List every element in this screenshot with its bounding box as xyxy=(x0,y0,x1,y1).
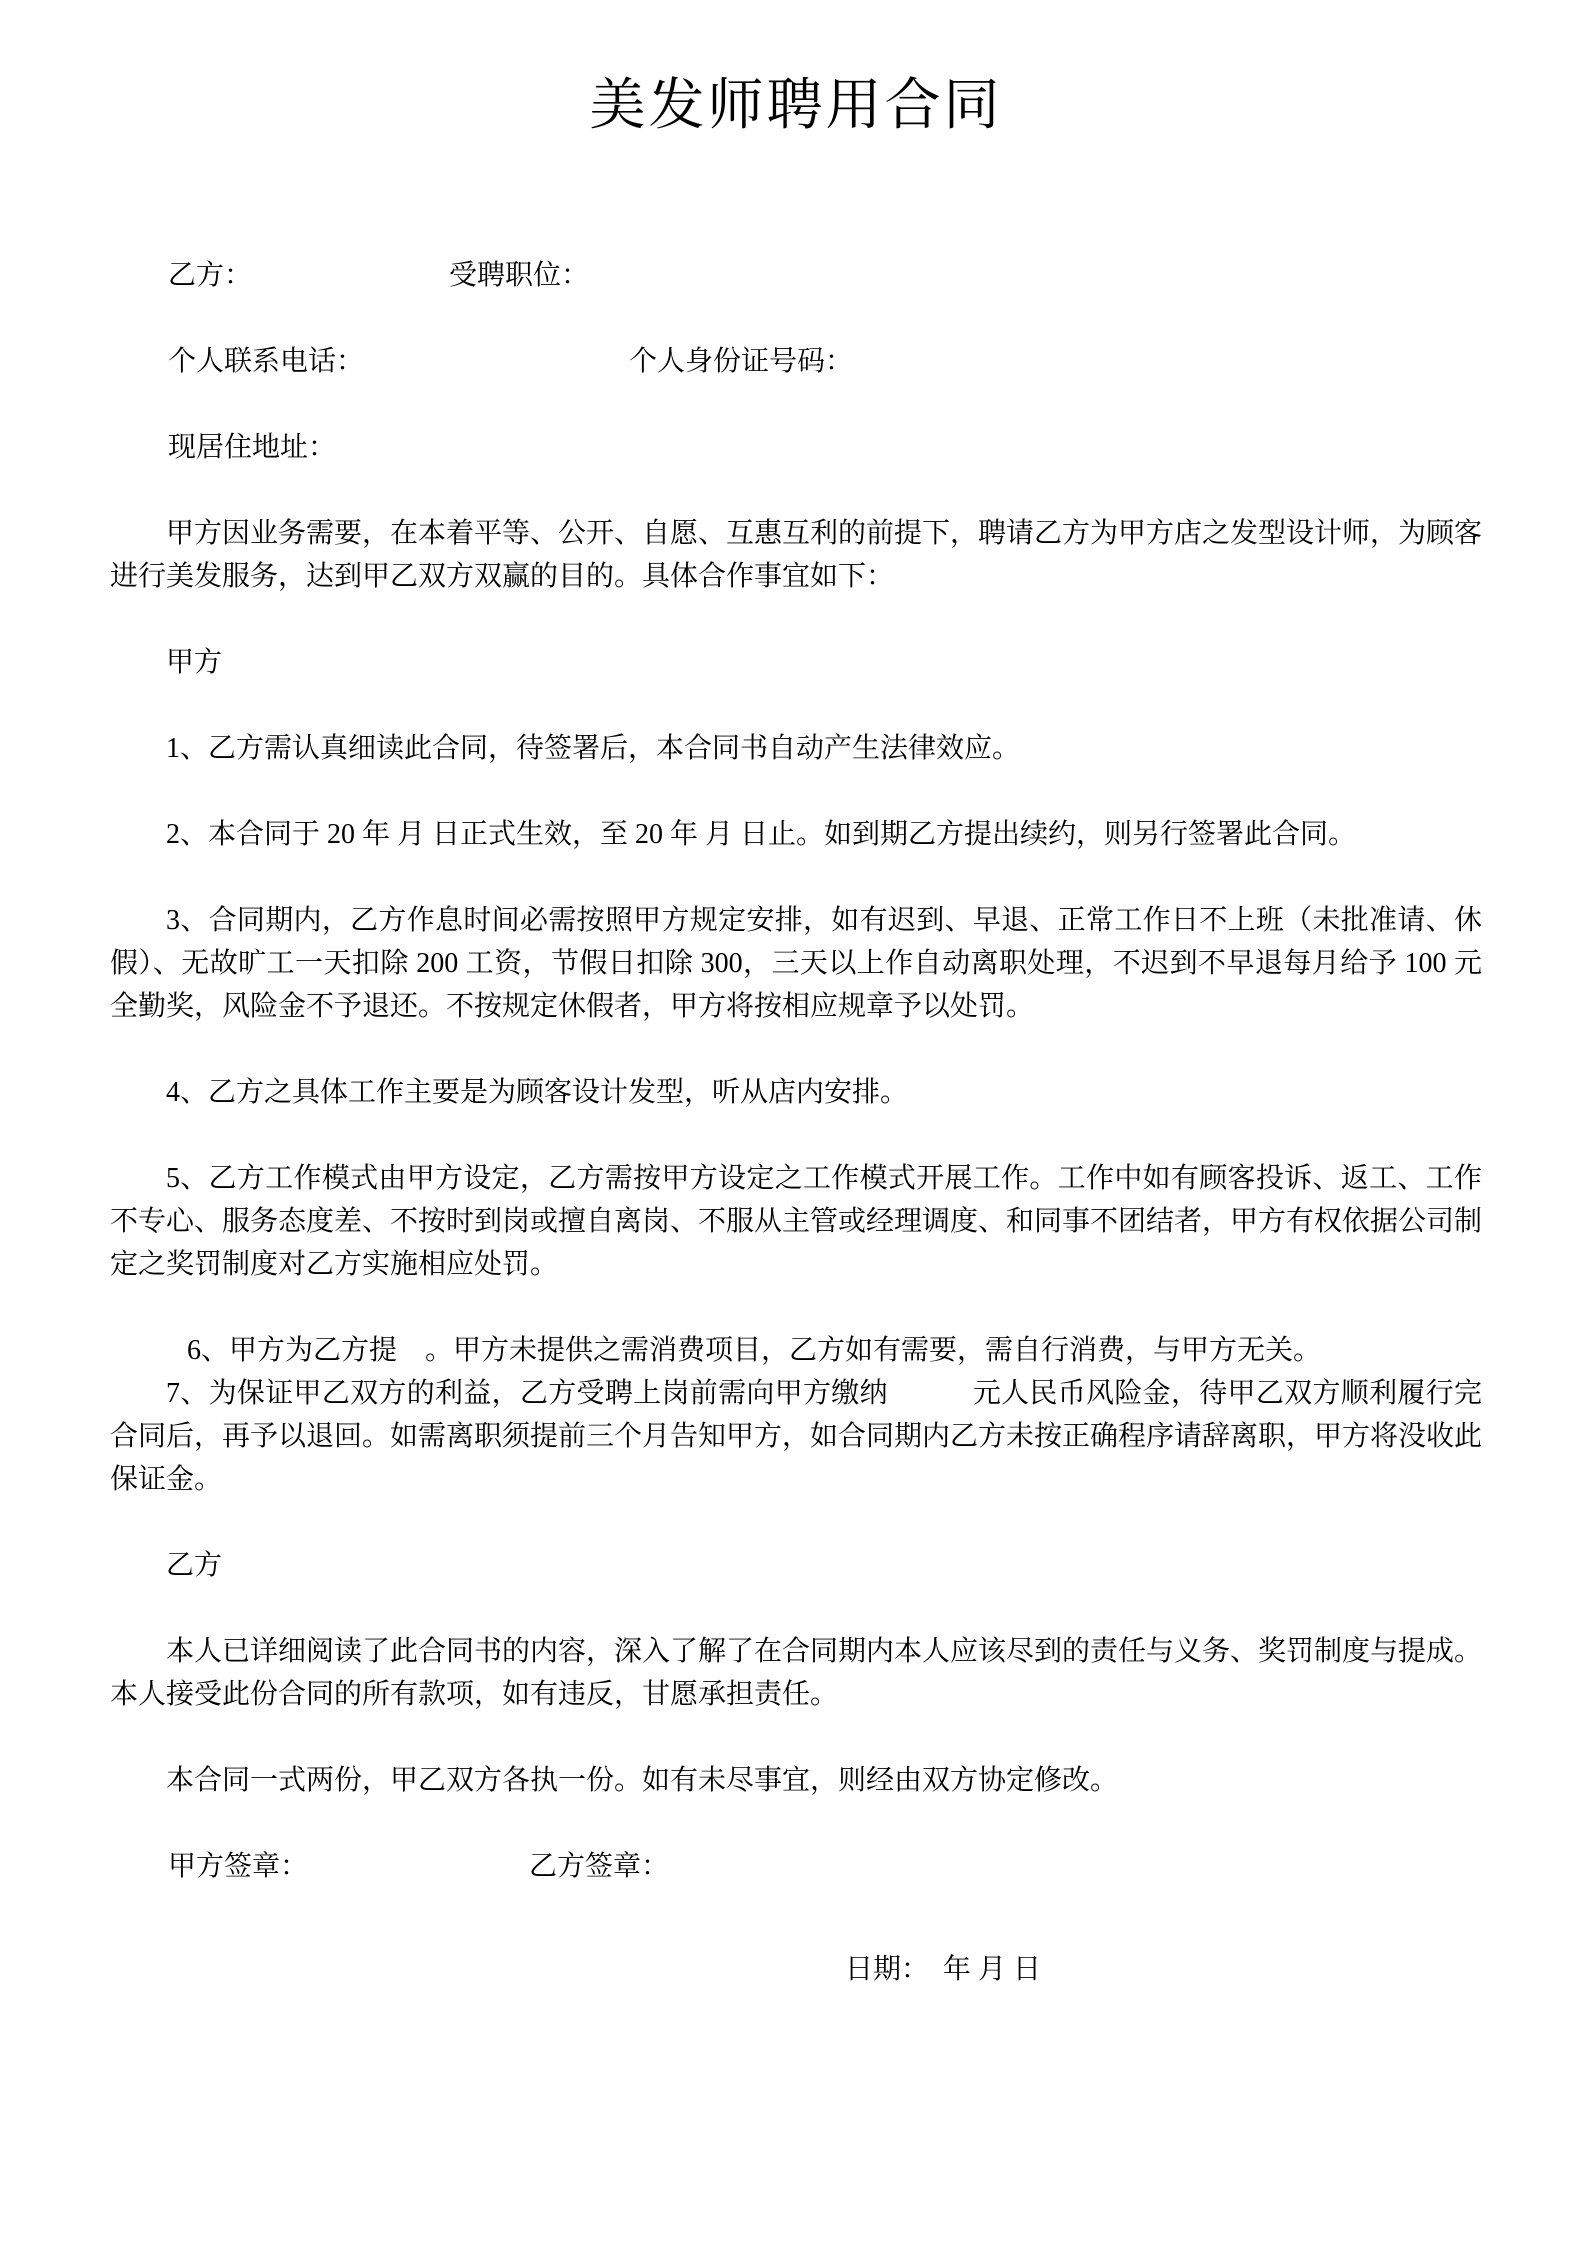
clause-3: 3、合同期内，乙方作息时间必需按照甲方规定安排，如有迟到、早退、正常工作日不上班（未批准请、休假）、无故旷工一天扣除 200 工资，节假日扣除 300，三天以上作自动离职处理，不迟到不早退每月给予 100 元全勤奖，风险金不予退还。不按规定休假者，甲方将按相应规章予以处罚。 xyxy=(110,905,1482,1022)
declaration-paragraph: 本人已详细阅读了此合同书的内容，深入了解了在合同期内本人应该尽到的责任与义务、奖罚制度与提成。本人接受此份合同的所有款项，如有违反，甘愿承担责任。 xyxy=(110,1636,1483,1710)
address-label: 现居住地址： xyxy=(168,432,337,463)
intro-paragraph: 甲方因业务需要，在本着平等、公开、自愿、互惠互利的前提下，聘请乙方为甲方店之发型设计师，为顾客进行美发服务，达到甲乙双方双赢的目的。具体合作事宜如下： xyxy=(110,518,1483,592)
clause-1: 1、乙方需认真细读此合同，待签署后，本合同书自动产生法律效应。 xyxy=(166,733,1021,764)
clause-6: 6、甲方为乙方提 。甲方未提供之需消费项目，乙方如有需要，需自行消费，与甲方无关。 xyxy=(187,1335,1322,1366)
party-b-signature-label: 乙方签章： xyxy=(529,1851,670,1882)
position-label: 受聘职位： xyxy=(449,260,590,291)
copies-paragraph: 本合同一式两份，甲乙双方各执一份。如有未尽事宜，则经由双方协定修改。 xyxy=(166,1765,1119,1796)
signature-line xyxy=(110,1845,1482,1888)
clause-2: 2、本合同于 20 年 月 日正式生效，至 20 年 月 日止。如到期乙方提出续约，则另行签署此合同。 xyxy=(166,819,1357,850)
party-a-heading: 甲方 xyxy=(166,647,223,678)
party-a-signature-blank xyxy=(308,1874,529,1875)
date-line: 日期： 年 月 日 xyxy=(845,1954,1042,1985)
party-a-signature-label: 甲方签章： xyxy=(168,1851,309,1882)
party-b-fill-blank xyxy=(252,283,449,284)
party-b-label: 乙方： xyxy=(168,260,253,291)
id-number-label: 个人身份证号码： xyxy=(629,346,854,377)
address-line xyxy=(110,426,1482,469)
party-b-line xyxy=(110,254,1482,297)
clause-7: 7、为保证甲乙双方的利益，乙方受聘上岗前需向甲方缴纳 元人民币风险金，待甲乙双方顺利履行完合同后，再予以退回。如需离职须提前三个月告知甲方，如合同期内乙方未按正确程序请辞离职，甲方将没收此保证金。 xyxy=(110,1378,1483,1495)
phone-label: 个人联系电话： xyxy=(168,346,365,377)
document-title: 美发师聘用合同 xyxy=(589,75,1003,137)
contact-line xyxy=(110,340,1482,383)
phone-fill-blank xyxy=(364,369,629,370)
party-b-heading: 乙方 xyxy=(166,1550,223,1581)
clause-5: 5、乙方工作模式由甲方设定，乙方需按甲方设定之工作模式开展工作。工作中如有顾客投诉、返工、工作不专心、服务态度差、不按时到岗或擅自离岗、不服从主管或经理调度、和同事不团结者，甲方有权依据公司制定之奖罚制度对乙方实施相应处罚。 xyxy=(110,1163,1483,1280)
clause-4: 4、乙方之具体工作主要是为顾客设计发型，听从店内安排。 xyxy=(166,1077,909,1108)
